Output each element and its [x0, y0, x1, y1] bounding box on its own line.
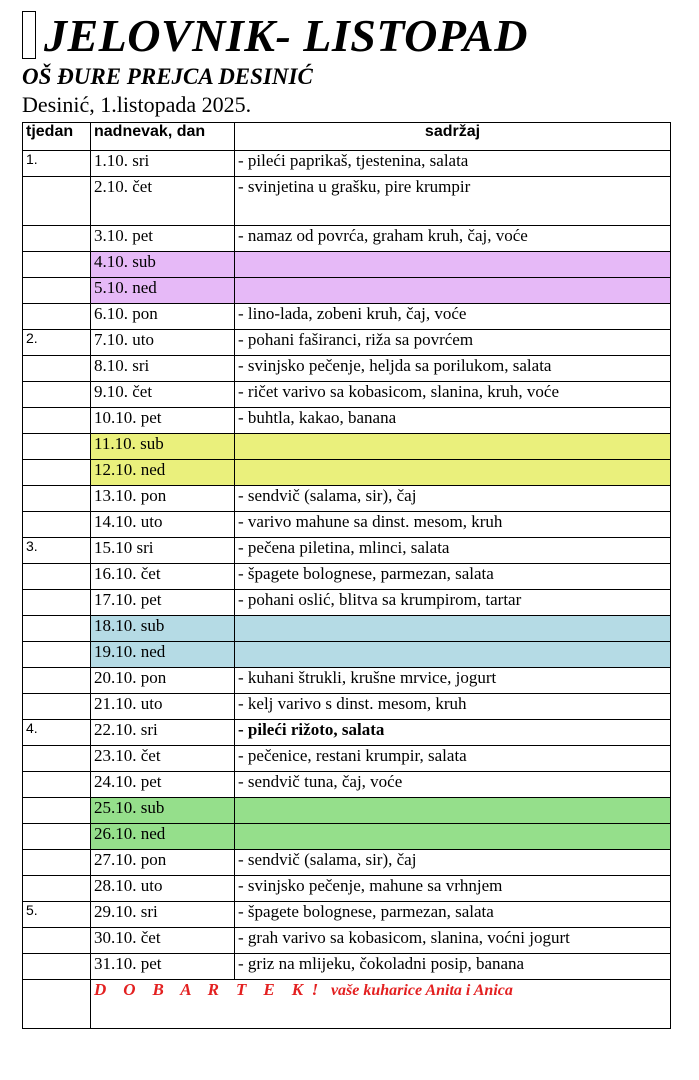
- week-cell: [23, 434, 91, 460]
- content-cell: - namaz od povrća, graham kruh, čaj, voće: [235, 226, 671, 252]
- week-cell: [23, 928, 91, 954]
- week-cell: [23, 486, 91, 512]
- weekend-row: [23, 824, 671, 850]
- date-cell: 1.10. sri: [91, 151, 235, 177]
- table-row: [23, 304, 671, 330]
- date-cell: 10.10. pet: [91, 408, 235, 434]
- week-cell: [23, 876, 91, 902]
- content-cell: - grah varivo sa kobasicom, slanina, voćni jogurt: [235, 928, 671, 954]
- date-cell: 20.10. pon: [91, 668, 235, 694]
- week-cell: [23, 356, 91, 382]
- date-cell: 12.10. ned: [91, 460, 235, 486]
- date-cell: 9.10. čet: [91, 382, 235, 408]
- content-cell: [235, 798, 671, 824]
- document-title: [22, 6, 528, 64]
- table-row: [23, 151, 671, 177]
- week-cell: [23, 668, 91, 694]
- content-cell: - špagete bolognese, parmezan, salata: [235, 564, 671, 590]
- table-row: [23, 954, 671, 980]
- content-cell: - buhtla, kakao, banana: [235, 408, 671, 434]
- week-cell: 3.: [23, 538, 91, 564]
- content-cell: - lino-lada, zobeni kruh, čaj, voće: [235, 304, 671, 330]
- table-row: [23, 226, 671, 252]
- table-row: [23, 177, 671, 226]
- table-row: [23, 668, 671, 694]
- content-cell: - svinjsko pečenje, mahune sa vrhnjem: [235, 876, 671, 902]
- week-cell: [23, 304, 91, 330]
- date-cell: 21.10. uto: [91, 694, 235, 720]
- date-cell: 2.10. čet: [91, 177, 235, 226]
- week-cell: [23, 460, 91, 486]
- table-row: [23, 486, 671, 512]
- date-cell: 13.10. pon: [91, 486, 235, 512]
- header-content: sadržaj: [235, 123, 671, 151]
- table-row: [23, 694, 671, 720]
- content-cell: [235, 616, 671, 642]
- date-cell: 25.10. sub: [91, 798, 235, 824]
- date-cell: 28.10. uto: [91, 876, 235, 902]
- content-cell: - pohani faširanci, riža sa povrćem: [235, 330, 671, 356]
- table-row: [23, 512, 671, 538]
- date-cell: 17.10. pet: [91, 590, 235, 616]
- content-cell: - varivo mahune sa dinst. mesom, kruh: [235, 512, 671, 538]
- content-cell: - pečena piletina, mlinci, salata: [235, 538, 671, 564]
- table-row: [23, 382, 671, 408]
- table-row: [23, 538, 671, 564]
- footer-signature: vaše kuharice Anita i Anica: [330, 982, 513, 999]
- content-cell: [235, 642, 671, 668]
- date-cell: 14.10. uto: [91, 512, 235, 538]
- date-cell: 23.10. čet: [91, 746, 235, 772]
- weekend-row: [23, 278, 671, 304]
- week-cell: [23, 772, 91, 798]
- content-cell: [235, 278, 671, 304]
- table-row: [23, 590, 671, 616]
- date-cell: 29.10. sri: [91, 902, 235, 928]
- date-cell: 24.10. pet: [91, 772, 235, 798]
- content-cell: - sendvič (salama, sir), čaj: [235, 486, 671, 512]
- footer-greeting: D O B A R T E K !: [94, 980, 319, 999]
- table-row: [23, 564, 671, 590]
- table-row: [23, 356, 671, 382]
- table-row: [23, 330, 671, 356]
- date-cell: 5.10. ned: [91, 278, 235, 304]
- content-cell: [235, 460, 671, 486]
- content-cell: - kelj varivo s dinst. mesom, kruh: [235, 694, 671, 720]
- date-cell: 30.10. čet: [91, 928, 235, 954]
- table-row: [23, 408, 671, 434]
- week-cell: [23, 694, 91, 720]
- content-cell: - sendvič tuna, čaj, voće: [235, 772, 671, 798]
- week-cell: 2.: [23, 330, 91, 356]
- content-cell: - ričet varivo sa kobasicom, slanina, kruh, voće: [235, 382, 671, 408]
- content-cell: - pohani oslić, blitva sa krumpirom, tartar: [235, 590, 671, 616]
- title-box-icon: [22, 11, 36, 59]
- week-cell: 4.: [23, 720, 91, 746]
- table-row: [23, 772, 671, 798]
- week-cell: [23, 564, 91, 590]
- date-cell: 31.10. pet: [91, 954, 235, 980]
- weekend-row: [23, 252, 671, 278]
- footer-message: [91, 980, 671, 1029]
- footer-row: [23, 980, 671, 1029]
- footer-empty-cell: [23, 980, 91, 1029]
- week-cell: [23, 226, 91, 252]
- week-cell: [23, 252, 91, 278]
- header-week: tjedan: [23, 123, 91, 151]
- date-cell: 8.10. sri: [91, 356, 235, 382]
- date-cell: 19.10. ned: [91, 642, 235, 668]
- week-cell: [23, 954, 91, 980]
- date-cell: 22.10. sri: [91, 720, 235, 746]
- weekend-row: [23, 434, 671, 460]
- week-cell: [23, 798, 91, 824]
- week-cell: [23, 850, 91, 876]
- date-cell: 3.10. pet: [91, 226, 235, 252]
- content-cell: - pileći paprikaš, tjestenina, salata: [235, 151, 671, 177]
- table-row: [23, 876, 671, 902]
- week-cell: [23, 278, 91, 304]
- table-row: [23, 746, 671, 772]
- content-cell: - sendvič (salama, sir), čaj: [235, 850, 671, 876]
- date-cell: 7.10. uto: [91, 330, 235, 356]
- table-row: [23, 720, 671, 746]
- weekend-row: [23, 798, 671, 824]
- content-cell: - svinjetina u grašku, pire krumpir: [235, 177, 671, 226]
- menu-table: [22, 122, 671, 1029]
- table-row: [23, 850, 671, 876]
- weekend-row: [23, 616, 671, 642]
- week-cell: [23, 408, 91, 434]
- table-header-row: [23, 123, 671, 151]
- date-cell: 15.10 sri: [91, 538, 235, 564]
- week-cell: [23, 616, 91, 642]
- content-cell: - kuhani štrukli, krušne mrvice, jogurt: [235, 668, 671, 694]
- content-cell: - špagete bolognese, parmezan, salata: [235, 902, 671, 928]
- content-cell: - pečenice, restani krumpir, salata: [235, 746, 671, 772]
- week-cell: [23, 746, 91, 772]
- date-cell: 6.10. pon: [91, 304, 235, 330]
- table-row: [23, 902, 671, 928]
- date-cell: 4.10. sub: [91, 252, 235, 278]
- date-cell: 26.10. ned: [91, 824, 235, 850]
- week-cell: 1.: [23, 151, 91, 177]
- content-cell: [235, 434, 671, 460]
- content-cell: - pileći rižoto, salata: [235, 720, 671, 746]
- content-cell: [235, 252, 671, 278]
- week-cell: 5.: [23, 902, 91, 928]
- date-cell: 16.10. čet: [91, 564, 235, 590]
- week-cell: [23, 642, 91, 668]
- school-name: OŠ ĐURE PREJCA DESINIĆ: [22, 64, 313, 89]
- date-cell: 27.10. pon: [91, 850, 235, 876]
- weekend-row: [23, 642, 671, 668]
- content-cell: [235, 824, 671, 850]
- header-date: nadnevak, dan: [91, 123, 235, 151]
- week-cell: [23, 177, 91, 226]
- week-cell: [23, 512, 91, 538]
- date-cell: 18.10. sub: [91, 616, 235, 642]
- week-cell: [23, 382, 91, 408]
- title-text: JELOVNIK- LISTOPAD: [44, 9, 528, 61]
- table-row: [23, 928, 671, 954]
- week-cell: [23, 824, 91, 850]
- content-cell: - svinjsko pečenje, heljda sa porilukom, salata: [235, 356, 671, 382]
- date-cell: 11.10. sub: [91, 434, 235, 460]
- week-cell: [23, 590, 91, 616]
- dateline: Desinić, 1.listopada 2025.: [22, 92, 252, 117]
- weekend-row: [23, 460, 671, 486]
- content-cell: - griz na mlijeku, čokoladni posip, banana: [235, 954, 671, 980]
